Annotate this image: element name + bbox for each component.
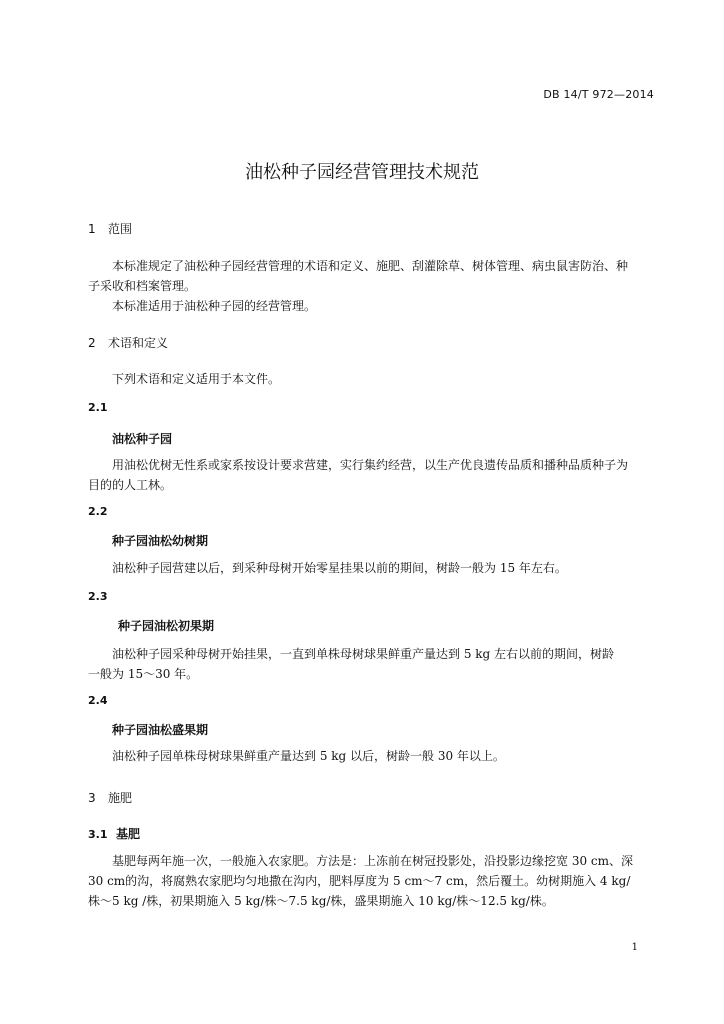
section-title: 范围 <box>108 222 133 236</box>
subsection-number: 3.1 <box>88 828 108 841</box>
text-line: 用油松优树无性系或家系按设计要求营建，实行集约经营，以生产优良遗传品质和播种品质种子为 <box>112 458 629 472</box>
text-line: 株～5 kg /株，初果期施入 5 kg/株～7.5 kg/株，盛果期施入 10 kg/株～12.5 kg/株。 <box>88 894 554 908</box>
text-line: 30 cm的沟，将腐熟农家肥均匀地撒在沟内，肥料厚度为 5 cm～7 cm，然后覆土。幼树期施入 4 kg/ <box>88 874 631 888</box>
term: 种子园油松初果期 <box>118 619 215 633</box>
term-definition <box>88 558 660 578</box>
text-line: 一般为 15～30 年。 <box>88 667 199 681</box>
section-title: 施肥 <box>108 791 133 805</box>
text-line: 油松种子园采种母树开始挂果，一直到单株母树球果鲜重产量达到 5 kg 左右以前的期间，树龄 <box>112 647 615 661</box>
term-definition <box>88 455 660 495</box>
subsection-heading-base-fertilizer <box>88 825 140 842</box>
text-line: 油松种子园营建以后，到采种母树开始零星挂果以前的期间，树龄一般为 15 年左右。 <box>112 561 567 575</box>
term: 种子园油松盛果期 <box>112 723 209 737</box>
term: 油松种子园 <box>112 432 173 446</box>
subsection-number: 2.4 <box>88 694 108 707</box>
page-number: 1 <box>631 942 638 953</box>
subsection-number: 2.2 <box>88 505 108 518</box>
section-title: 术语和定义 <box>108 336 169 350</box>
paragraph <box>88 369 660 389</box>
text-line: 目的的人工林。 <box>88 478 173 492</box>
subsection-number: 2.3 <box>88 590 108 603</box>
text-line: 子采收和档案管理。 <box>88 279 197 293</box>
text-line: 本标准适用于油松种子园的经营管理。 <box>112 299 317 313</box>
section-number: 1 <box>88 222 96 236</box>
section-heading-scope <box>88 220 132 237</box>
subsection-title: 基肥 <box>116 827 141 841</box>
paragraph <box>88 851 660 911</box>
term-definition <box>88 746 660 766</box>
subsection-number: 2.1 <box>88 401 108 414</box>
text-line: 本标准规定了油松种子园经营管理的术语和定义、施肥、刮灌除草、树体管理、病虫鼠害防治、种 <box>112 259 629 273</box>
section-heading-fertilization <box>88 789 132 806</box>
text-line: 基肥每两年施一次，一般施入农家肥。方法是：上冻前在树冠投影处，沿投影边缘挖宽 30 cm、深 <box>112 854 634 868</box>
term-definition <box>88 644 660 684</box>
section-heading-terms <box>88 334 168 351</box>
text-line: 油松种子园单株母树球果鲜重产量达到 5 kg 以后，树龄一般 30 年以上。 <box>112 749 505 763</box>
page-title: 油松种子园经营管理技术规范 <box>245 162 479 183</box>
section-number: 3 <box>88 791 96 805</box>
paragraph <box>88 256 660 316</box>
section-number: 2 <box>88 336 96 350</box>
term: 种子园油松幼树期 <box>112 534 209 548</box>
document-code: DB 14/T 972—2014 <box>543 88 654 101</box>
text-line: 下列术语和定义适用于本文件。 <box>112 372 281 386</box>
